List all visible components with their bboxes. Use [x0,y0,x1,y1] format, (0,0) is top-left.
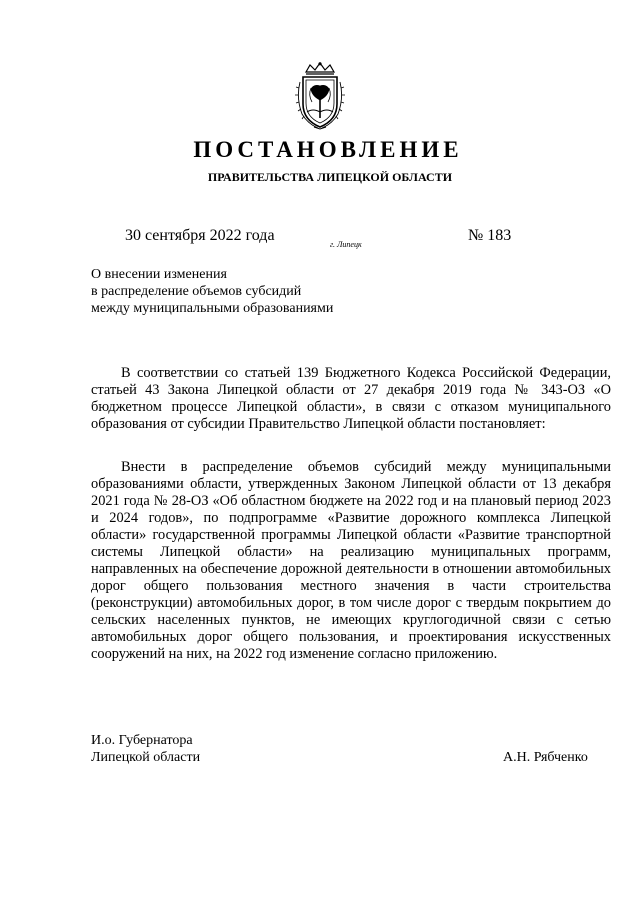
signer-position-line: Липецкой области [91,750,201,765]
document-date: 30 сентября 2022 года [125,227,275,244]
body-paragraph-resolution: Внести в распределение объемов субсидий между муниципальными образованиями области, утвержденных Законом Липецкой области от 13 декабря 2021 года № 28-ОЗ «Об областном бюджете на 2022 год и на плановый период 2023 и 2024 годов», по подпрограмме «Развитие дорожного комплекса Липецкой области» государственной программы Липецкой области «Развитие транспортной системы Липецкой области» на реализацию муниципальных программ, направленных на обеспечение дорожной деятельности в отношении автомобильных дорог общего пользования местного значения в части строительства (реконструкции) автомобильных дорог, в том числе дорог с твердым покрытием до сельских населенных пунктов, не имеющих круглогодичной связи с сетью автомобильных дорог общего пользования, и проектирования искусственных сооружений на них, на 2022 год изменение согласно приложению. [91,459,611,662]
subject-line: между муниципальными образованиями [91,301,334,316]
signer-position [91,732,200,766]
signer-position-line: И.о. Губернатора [91,733,193,748]
signer-name: А.Н. Рябченко [503,750,588,765]
subject-line: в распределение объемов субсидий [91,284,302,299]
body-paragraph-preamble: В соответствии со статьей 139 Бюджетного Кодекса Российской Федерации, статьей 43 Закона Липецкой области от 27 декабря 2019 года № 343-ОЗ «О бюджетном процессе Липецкой области», в связи с отказом муниципального образования от субсидии Правительство Липецкой области постановляет: [91,365,611,432]
document-number: № 183 [468,227,512,244]
subject-line: О внесении изменения [91,267,227,282]
document-subject [91,266,333,317]
document-city: г. Липецк [330,240,362,249]
document-title: ПОСТАНОВЛЕНИЕ [193,137,463,162]
coat-of-arms-icon [294,62,346,130]
document-subtitle: ПРАВИТЕЛЬСТВА ЛИПЕЦКОЙ ОБЛАСТИ [207,170,453,184]
